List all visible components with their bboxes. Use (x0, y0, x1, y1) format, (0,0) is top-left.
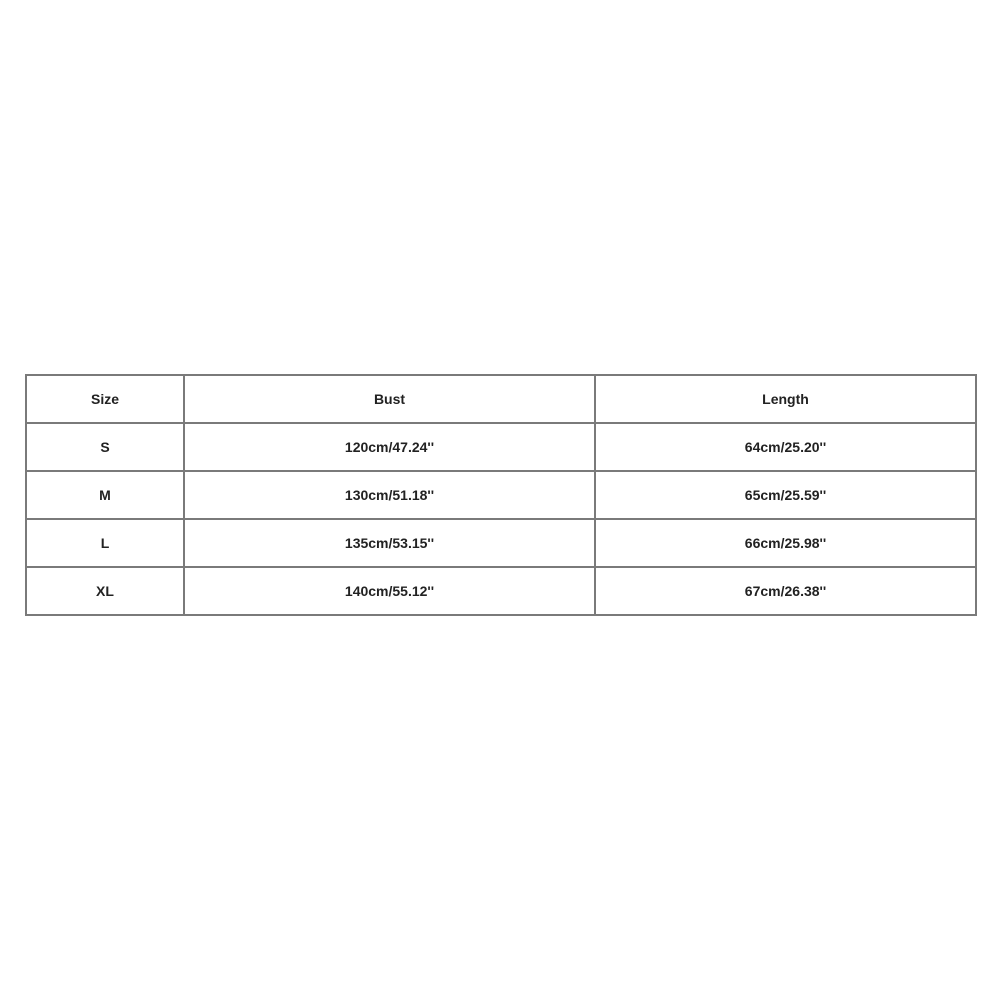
cell-length: 64cm/25.20'' (595, 423, 976, 471)
header-length: Length (595, 375, 976, 423)
table-row (26, 423, 976, 471)
cell-size: L (26, 519, 184, 567)
cell-length: 65cm/25.59'' (595, 471, 976, 519)
cell-bust: 140cm/55.12'' (184, 567, 595, 615)
header-bust: Bust (184, 375, 595, 423)
table-row (26, 519, 976, 567)
cell-size: XL (26, 567, 184, 615)
cell-bust: 120cm/47.24'' (184, 423, 595, 471)
cell-bust: 130cm/51.18'' (184, 471, 595, 519)
cell-length: 66cm/25.98'' (595, 519, 976, 567)
cell-length: 67cm/26.38'' (595, 567, 976, 615)
cell-size: S (26, 423, 184, 471)
table-row (26, 471, 976, 519)
cell-size: M (26, 471, 184, 519)
table-row (26, 567, 976, 615)
cell-bust: 135cm/53.15'' (184, 519, 595, 567)
size-chart-table (25, 374, 977, 616)
header-size: Size (26, 375, 184, 423)
table-header-row (26, 375, 976, 423)
